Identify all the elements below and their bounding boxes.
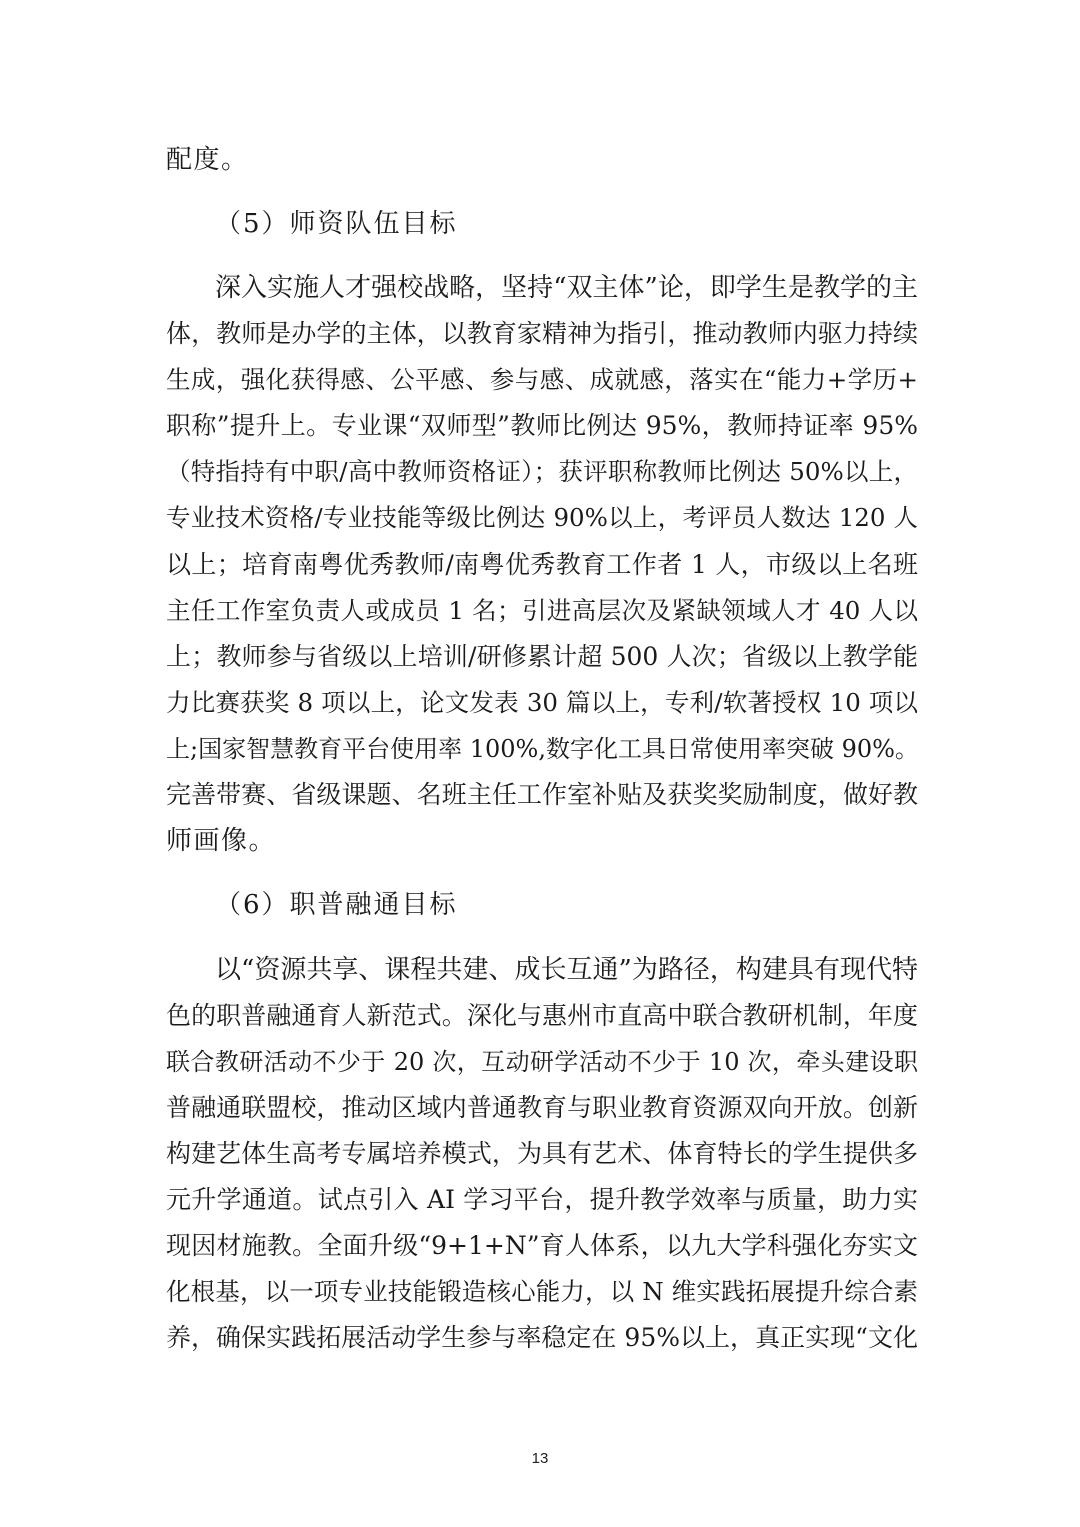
text-line: 配度。 [166, 145, 249, 175]
text-line: 师画像。 [166, 826, 277, 856]
section-heading-5: （5）师资队伍目标 [215, 209, 458, 239]
text-line: 体，教师是办学的主体，以教育家精神为指引，推动教师内驱力持续 [166, 319, 918, 348]
text-line: 化根基，以一项专业技能锻造核心能力，以 N 维实践拓展提升综合素 [166, 1277, 918, 1306]
paragraph-first-line: 以“资源共享、课程共建、成长互通”为路径，构建具有现代特 [215, 955, 918, 985]
text-line: 生成，强化获得感、公平感、参与感、成就感，落实在“能力+学历+ [166, 365, 918, 394]
text-line: 上；教师参与省级以上培训/研修累计超 500 人次；省级以上教学能 [166, 642, 918, 671]
text-line: 力比赛获奖 8 项以上，论文发表 30 篇以上，专利/软著授权 10 项以 [166, 688, 918, 717]
text-line: 养，确保实践拓展活动学生参与率稳定在 95%以上，真正实现“文化 [166, 1323, 918, 1352]
text-line: 完善带赛、省级课题、名班主任工作室补贴及获奖奖励制度，做好教 [166, 780, 918, 809]
text-line: 元升学通道。试点引入 AI 学习平台，提升教学效率与质量，助力实 [166, 1185, 918, 1214]
text-line: 上;国家智慧教育平台使用率 100%,数字化工具日常使用率突破 90%。 [166, 735, 919, 763]
text-line: 现因材施教。全面升级“9+1+N”育人体系，以九大学科强化夯实文 [166, 1231, 918, 1260]
text-line: 主任工作室负责人或成员 1 名；引进高层次及紧缺领域人才 40 人以 [166, 596, 918, 625]
text-line: 普融通联盟校，推动区域内普通教育与职业教育资源双向开放。创新 [166, 1093, 918, 1122]
text-line: 构建艺体生高考专属培养模式，为具有艺术、体育特长的学生提供多 [166, 1139, 918, 1168]
page-number: 13 [531, 1450, 549, 1467]
text-line: 联合教研活动不少于 20 次，互动研学活动不少于 10 次，牵头建设职 [166, 1048, 918, 1076]
text-line: （特指持有中职/高中教师资格证）；获评职称教师比例达 50%以上， [166, 457, 918, 486]
paragraph-first-line: 深入实施人才强校战略，坚持“双主体”论，即学生是教学的主 [215, 273, 918, 303]
text-line: 职称”提升上。专业课“双师型”教师比例达 95%，教师持证率 95% [166, 411, 918, 440]
text-line: 色的职普融通育人新范式。深化与惠州市直高中联合教研机制，年度 [166, 1001, 918, 1030]
text-line: 以上；培育南粤优秀教师/南粤优秀教育工作者 1 人，市级以上名班 [166, 550, 918, 579]
section-heading-6: （6）职普融通目标 [215, 890, 458, 920]
text-line: 专业技术资格/专业技能等级比例达 90%以上，考评员人数达 120 人 [166, 503, 918, 532]
